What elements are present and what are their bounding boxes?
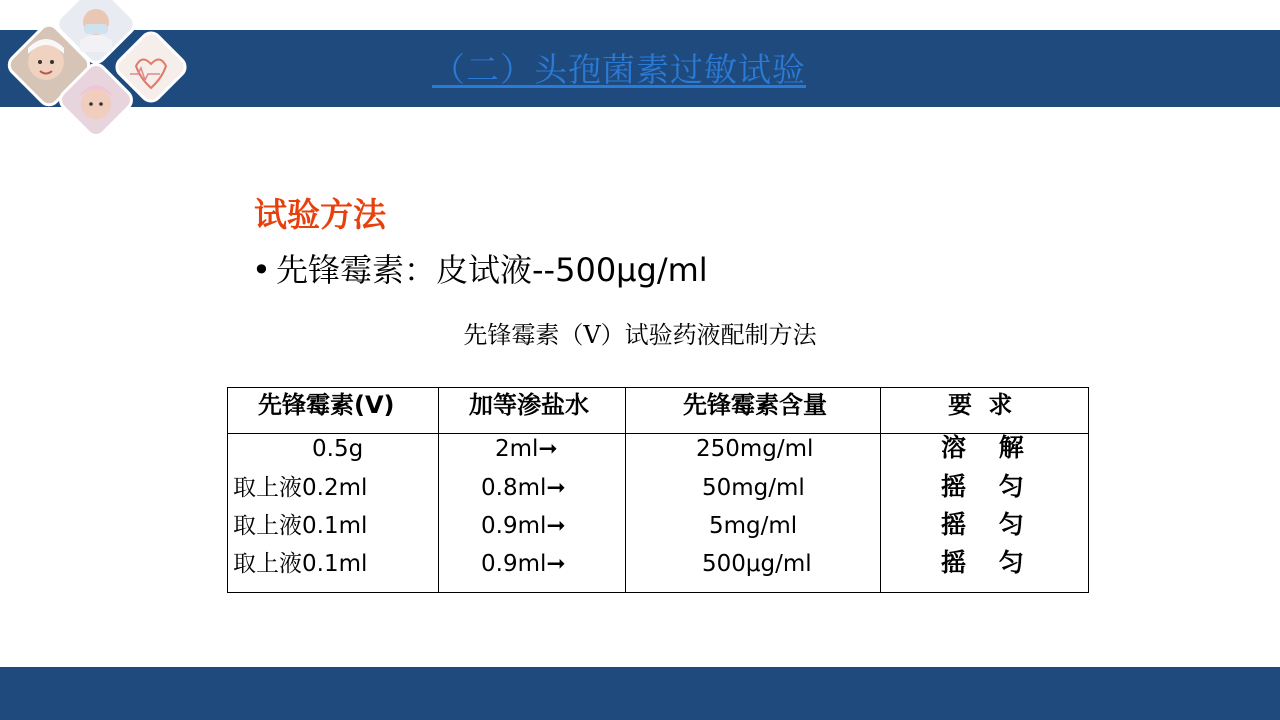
photo-cluster xyxy=(0,0,200,145)
table-cell: 2ml➞ xyxy=(495,436,558,462)
table-cell: 摇 匀 xyxy=(941,548,1036,577)
table-cell: 取上液0.1ml xyxy=(233,551,368,577)
table-cell: 取上液0.1ml xyxy=(233,513,368,539)
table-header-cell: 加等渗盐水 xyxy=(469,391,589,419)
slide-title[interactable]: （二）头孢菌素过敏试验 xyxy=(432,50,806,89)
table-cell: 摇 匀 xyxy=(941,510,1036,539)
table-cell: 摇 匀 xyxy=(941,472,1036,501)
table-cell: 250mg/ml xyxy=(696,436,814,462)
table-cell: 0.8ml➞ xyxy=(481,475,566,501)
bullet-dot-icon: • xyxy=(252,251,271,289)
bullet-item xyxy=(252,248,708,292)
bullet-text: 先锋霉素：皮试液--500μg/ml xyxy=(276,251,708,289)
table-cell: 0.9ml➞ xyxy=(481,551,566,577)
table-cell: 0.9ml➞ xyxy=(481,513,566,539)
column-divider xyxy=(438,388,439,592)
table-header-cell: 先锋霉素含量 xyxy=(683,391,827,419)
preparation-table xyxy=(227,387,1089,593)
table-cell: 50mg/ml xyxy=(702,475,805,501)
column-divider xyxy=(625,388,626,592)
table-caption: 先锋霉素（Ⅴ）试验药液配制方法 xyxy=(463,321,817,349)
table-cell: 溶 解 xyxy=(941,433,1036,462)
section-heading: 试验方法 xyxy=(254,195,386,234)
table-cell: 0.5g xyxy=(312,436,364,462)
table-cell: 500μg/ml xyxy=(702,551,812,577)
table-cell: 取上液0.2ml xyxy=(233,475,368,501)
table-cell: 5mg/ml xyxy=(709,513,798,539)
column-divider xyxy=(880,388,881,592)
table-header-cell: 先锋霉素(V) xyxy=(258,391,395,419)
bottom-banner xyxy=(0,667,1280,720)
table-header-cell: 要 求 xyxy=(948,391,1017,419)
